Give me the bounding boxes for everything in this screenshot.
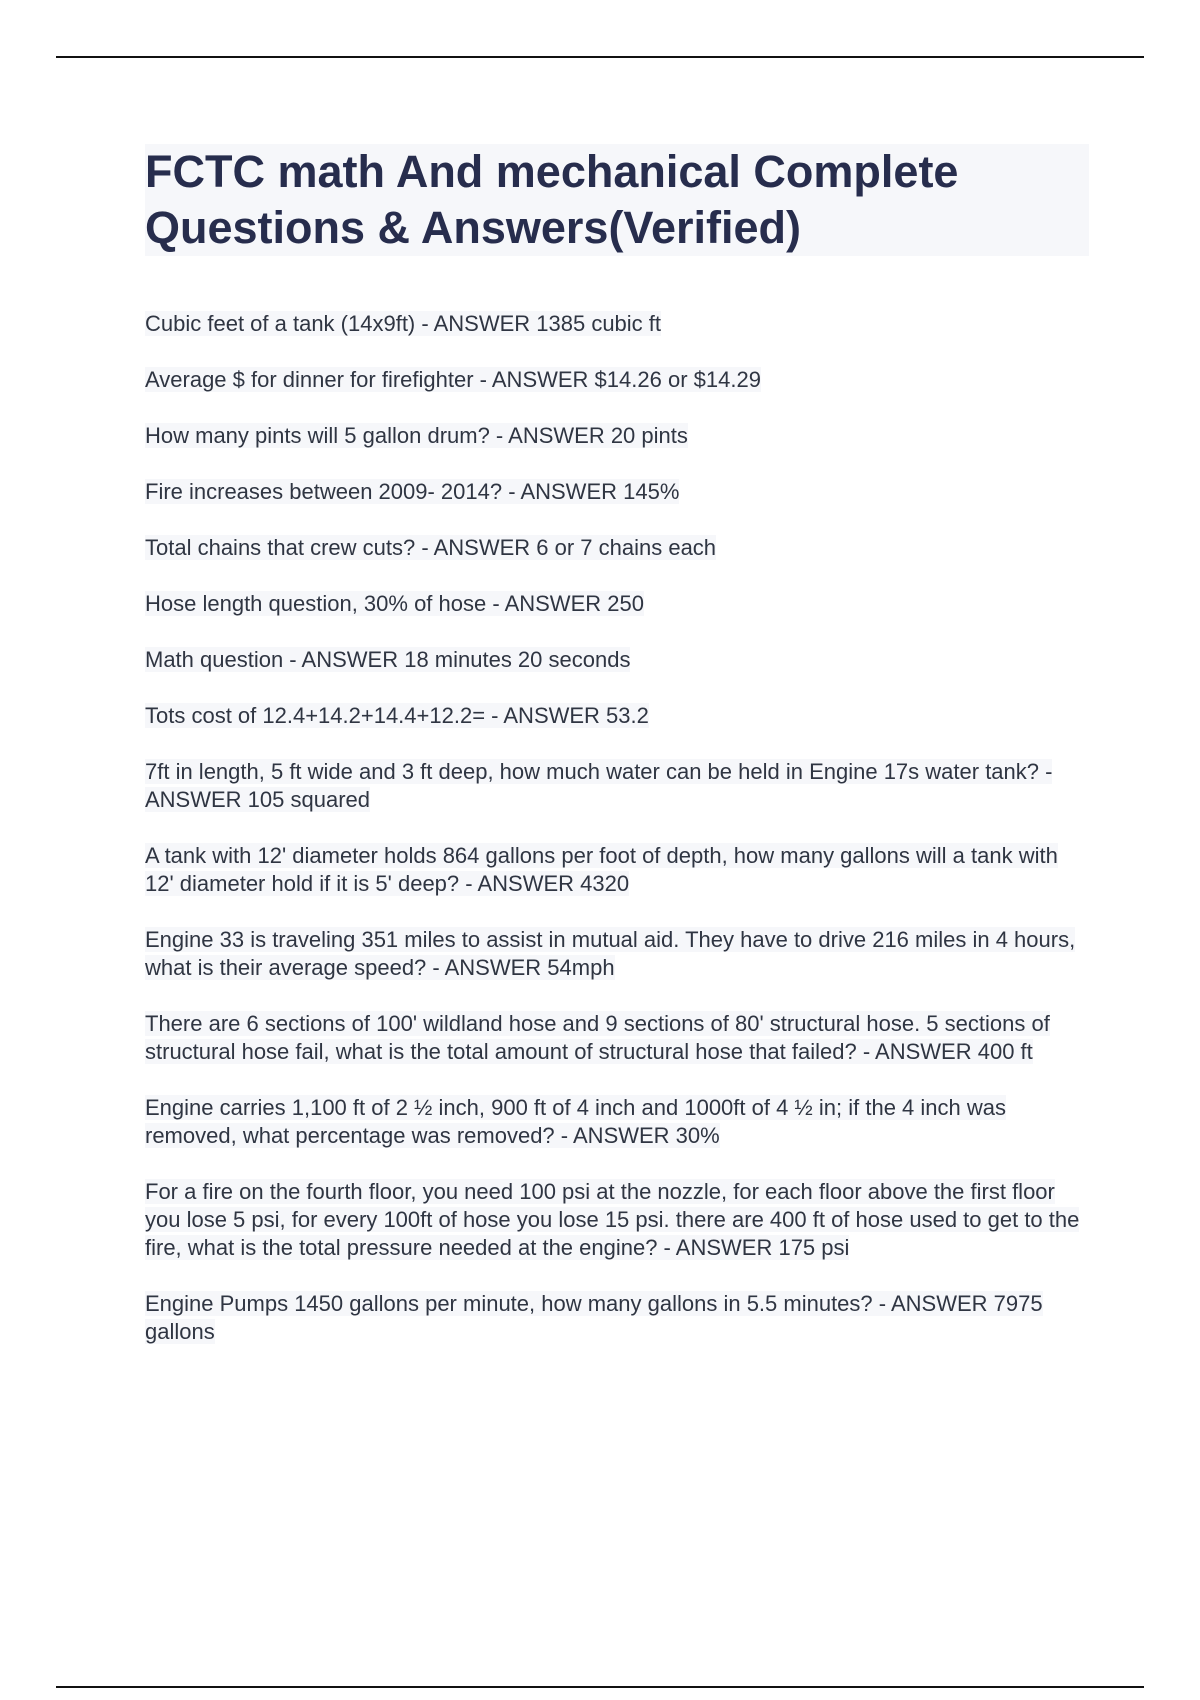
- bottom-rule: [56, 1686, 1144, 1688]
- qa-text: Hose length question, 30% of hose - ANSWER 250: [145, 591, 644, 616]
- qa-item: [145, 646, 1085, 674]
- qa-text: Math question - ANSWER 18 minutes 20 seconds: [145, 647, 631, 672]
- qa-text: Fire increases between 2009- 2014? - ANSWER 145%: [145, 479, 680, 504]
- qa-item: [145, 590, 1085, 618]
- qa-text: Engine carries 1,100 ft of 2 ½ inch, 900 ft of 4 inch and 1000ft of 4 ½ in; if the 4 inch was removed, what percentage was removed? - ANSWER 30%: [145, 1095, 1006, 1148]
- qa-item: [145, 926, 1085, 982]
- top-rule: [56, 56, 1144, 58]
- qa-item: [145, 1178, 1085, 1262]
- qa-text: There are 6 sections of 100' wildland hose and 9 sections of 80' structural hose. 5 sections of structural hose fail, what is the total amount of structural hose that failed? - ANSWER 400 ft: [145, 1011, 1050, 1064]
- title-block: [145, 144, 1089, 256]
- qa-text: Engine Pumps 1450 gallons per minute, how many gallons in 5.5 minutes? - ANSWER 7975 gallons: [145, 1291, 1043, 1344]
- document-title: FCTC math And mechanical Complete Questions & Answers(Verified): [145, 146, 959, 253]
- qa-text: Engine 33 is traveling 351 miles to assist in mutual aid. They have to drive 216 miles in 4 hours, what is their average speed? - ANSWER 54mph: [145, 927, 1076, 980]
- qa-item: [145, 702, 1085, 730]
- qa-item: [145, 1010, 1085, 1066]
- qa-text: Average $ for dinner for firefighter - ANSWER $14.26 or $14.29: [145, 367, 761, 392]
- qa-text: Tots cost of 12.4+14.2+14.4+12.2= - ANSWER 53.2: [145, 703, 649, 728]
- qa-item: [145, 534, 1085, 562]
- qa-text: For a fire on the fourth floor, you need 100 psi at the nozzle, for each floor above the first floor you lose 5 psi, for every 100ft of hose you lose 15 psi. there are 400 ft of hose used to get to the fire, what is the total pressure needed at the engine? - ANSWER 175 psi: [145, 1179, 1080, 1260]
- qa-item: [145, 310, 1085, 338]
- qa-item: [145, 842, 1085, 898]
- qa-text: Cubic feet of a tank (14x9ft) - ANSWER 1385 cubic ft: [145, 311, 662, 336]
- qa-item: [145, 478, 1085, 506]
- qa-item: [145, 1094, 1085, 1150]
- qa-item: [145, 422, 1085, 450]
- qa-text: 7ft in length, 5 ft wide and 3 ft deep, how much water can be held in Engine 17s water tank? - ANSWER 105 squared: [145, 759, 1053, 812]
- qa-item: [145, 758, 1085, 814]
- qa-list: [145, 310, 1085, 1374]
- qa-text: How many pints will 5 gallon drum? - ANSWER 20 pints: [145, 423, 688, 448]
- qa-item: [145, 366, 1085, 394]
- qa-text: A tank with 12' diameter holds 864 gallons per foot of depth, how many gallons will a tank with 12' diameter hold if it is 5' deep? - ANSWER 4320: [145, 843, 1058, 896]
- qa-text: Total chains that crew cuts? - ANSWER 6 or 7 chains each: [145, 535, 717, 560]
- qa-item: [145, 1290, 1085, 1346]
